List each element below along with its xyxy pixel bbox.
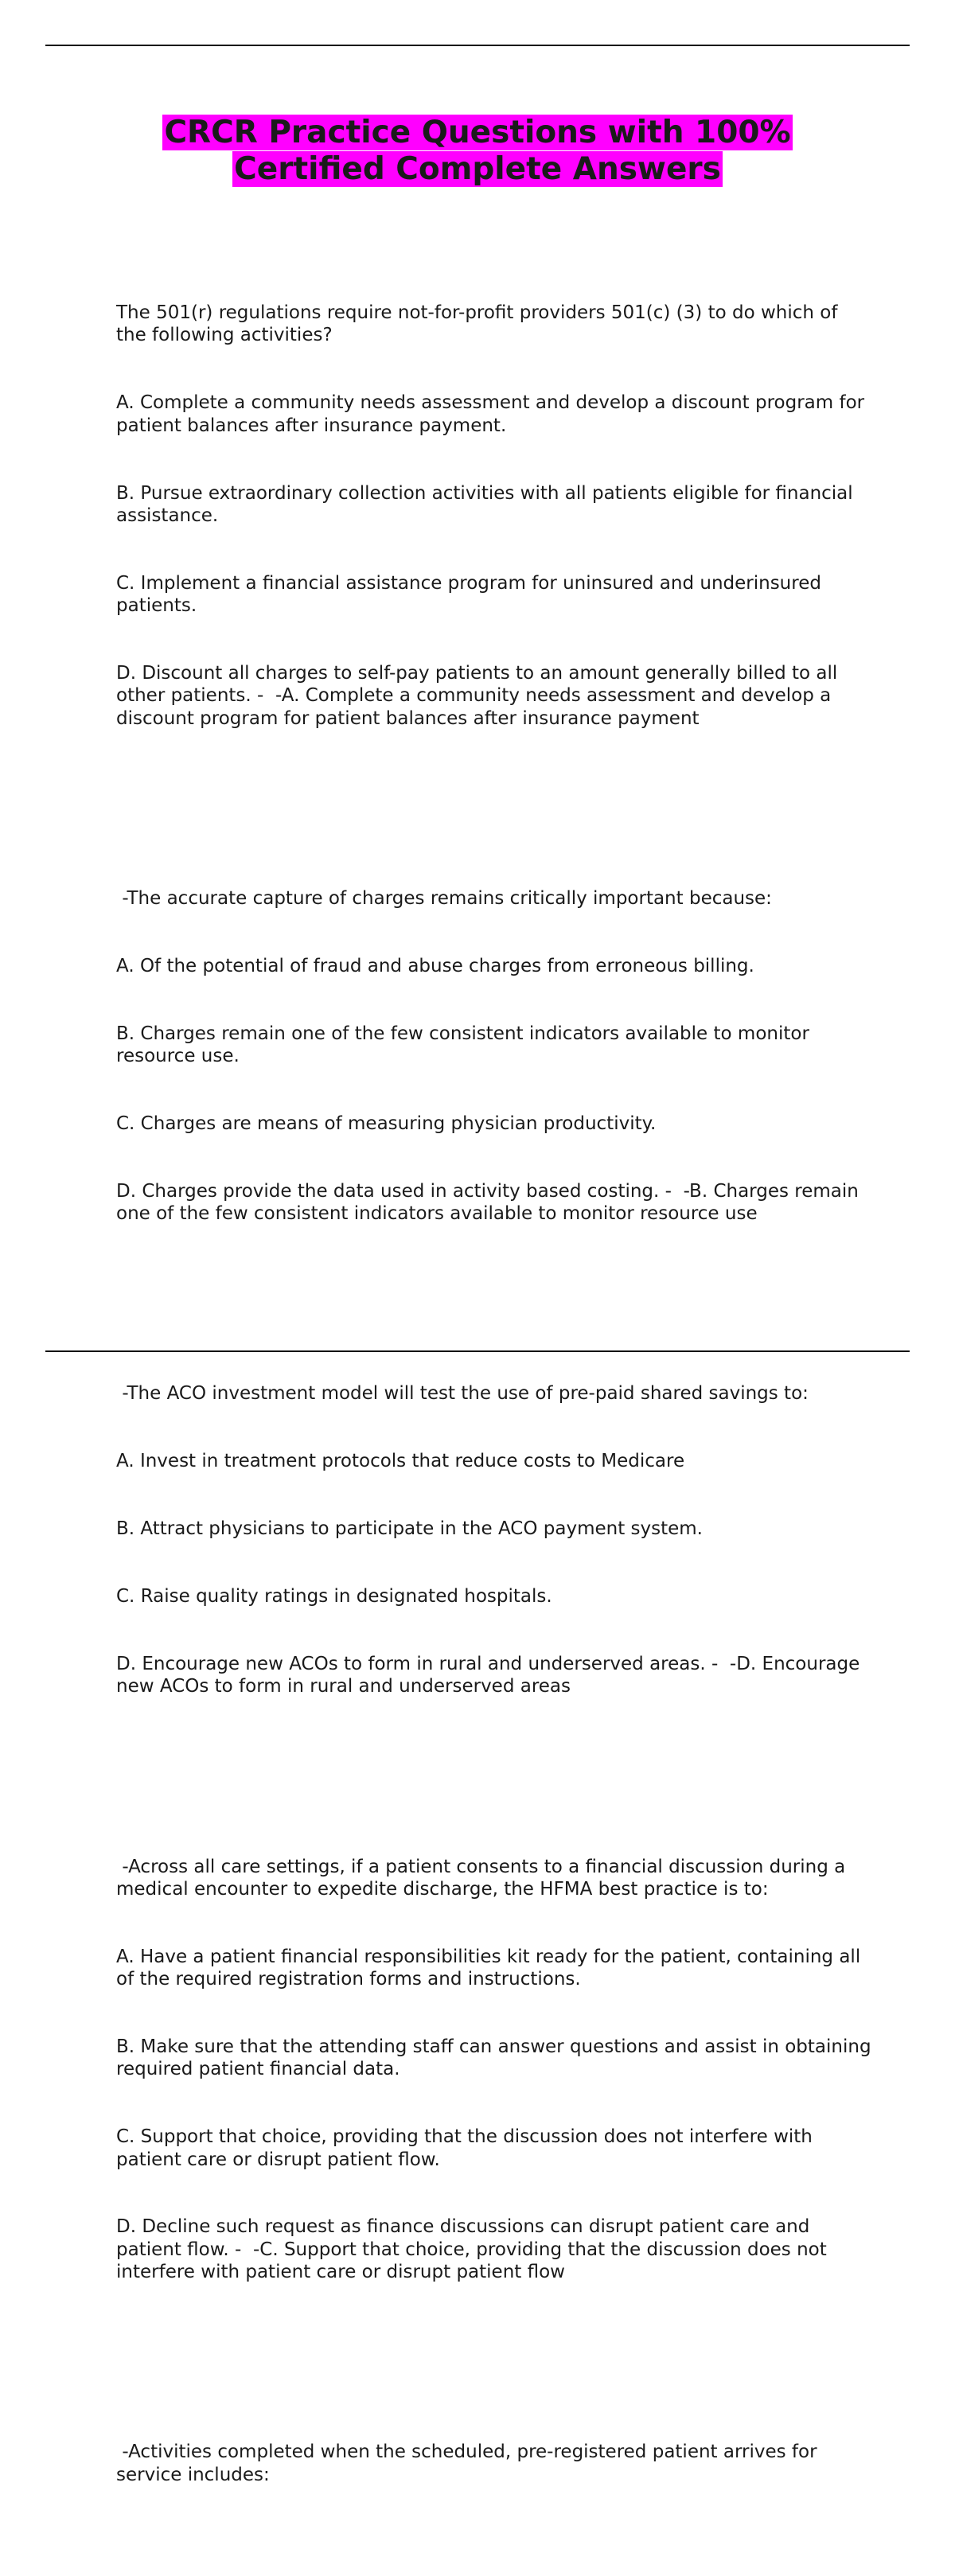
question-block-2 xyxy=(116,842,872,1270)
question-stem: -The accurate capture of charges remains critically important because: xyxy=(116,887,772,909)
option-d-with-answer: D. Charges provide the data used in activity based costing. - -B. Charges remain one of the few consistent indicators available to monitor resource use xyxy=(116,1180,865,1225)
option-a: A. Complete a community needs assessment and develop a discount program for patient balances after insurance payment. xyxy=(116,392,871,436)
option-c: C. Charges are means of measuring physician productivity. xyxy=(116,1113,657,1134)
question-block-5 xyxy=(116,2396,872,2531)
option-b: B. Attract physicians to participate in the ACO payment system. xyxy=(116,1518,703,1540)
option-a: A. Have a patient financial responsibilities kit ready for the patient, containing all of the required registration forms and instructions. xyxy=(116,1946,867,1990)
question-stem: -The ACO investment model will test the use of pre-paid shared savings to: xyxy=(116,1383,809,1405)
question-list xyxy=(116,212,877,2576)
option-d-with-answer: D. Discount all charges to self-pay patients to an amount generally billed to all other patients. - -A. Complete a community needs assessment and develop a discount program for patient balances after insurance payment xyxy=(116,662,844,729)
option-b: B. Make sure that the attending staff can answer questions and assist in obtaining required patient financial data. xyxy=(116,2036,877,2080)
title-line-2: Certified Complete Answers xyxy=(234,151,721,187)
question-block-4 xyxy=(116,1810,877,2329)
option-b: B. Pursue extraordinary collection activities with all patients eligible for financial assistance. xyxy=(116,482,859,526)
bottom-rule xyxy=(45,1350,910,1352)
option-a: A. Invest in treatment protocols that reduce costs to Medicare xyxy=(116,1451,685,1472)
option-d-with-answer: D. Decline such request as finance discussions can disrupt patient care and patient flow. - -C. Support that choice, providing that the discussion does not interfere with patient care or disrupt patient flow xyxy=(116,2216,833,2283)
option-b: B. Charges remain one of the few consistent indicators available to monitor resource use. xyxy=(116,1023,816,1066)
title-line-1: CRCR Practice Questions with 100% xyxy=(164,115,791,150)
question-stem: -Activities completed when the scheduled, pre-registered patient arrives for service includes: xyxy=(116,2442,823,2485)
question-block-1 xyxy=(116,257,872,775)
page-title xyxy=(0,115,955,188)
option-c: C. Implement a financial assistance program for uninsured and underinsured patients. xyxy=(116,572,828,617)
question-block-3 xyxy=(116,1338,872,1743)
option-d-with-answer: D. Encourage new ACOs to form in rural and underserved areas. - -D. Encourage new ACOs to form in rural and underserved areas xyxy=(116,1654,866,1697)
option-a: A. Of the potential of fraud and abuse charges from erroneous billing. xyxy=(116,955,754,976)
option-c: C. Support that choice, providing that the discussion does not interfere with patient care or disrupt patient flow. xyxy=(116,2126,819,2170)
option-c: C. Raise quality ratings in designated hospitals. xyxy=(116,1586,552,1608)
top-rule xyxy=(45,45,910,46)
question-stem: The 501(r) regulations require not-for-profit providers 501(c) (3) to do which of the following activities? xyxy=(116,302,844,346)
question-stem: -Across all care settings, if a patient consents to a financial discussion during a medical encounter to expedite discharge, the HFMA best practice is to: xyxy=(116,1856,852,1900)
